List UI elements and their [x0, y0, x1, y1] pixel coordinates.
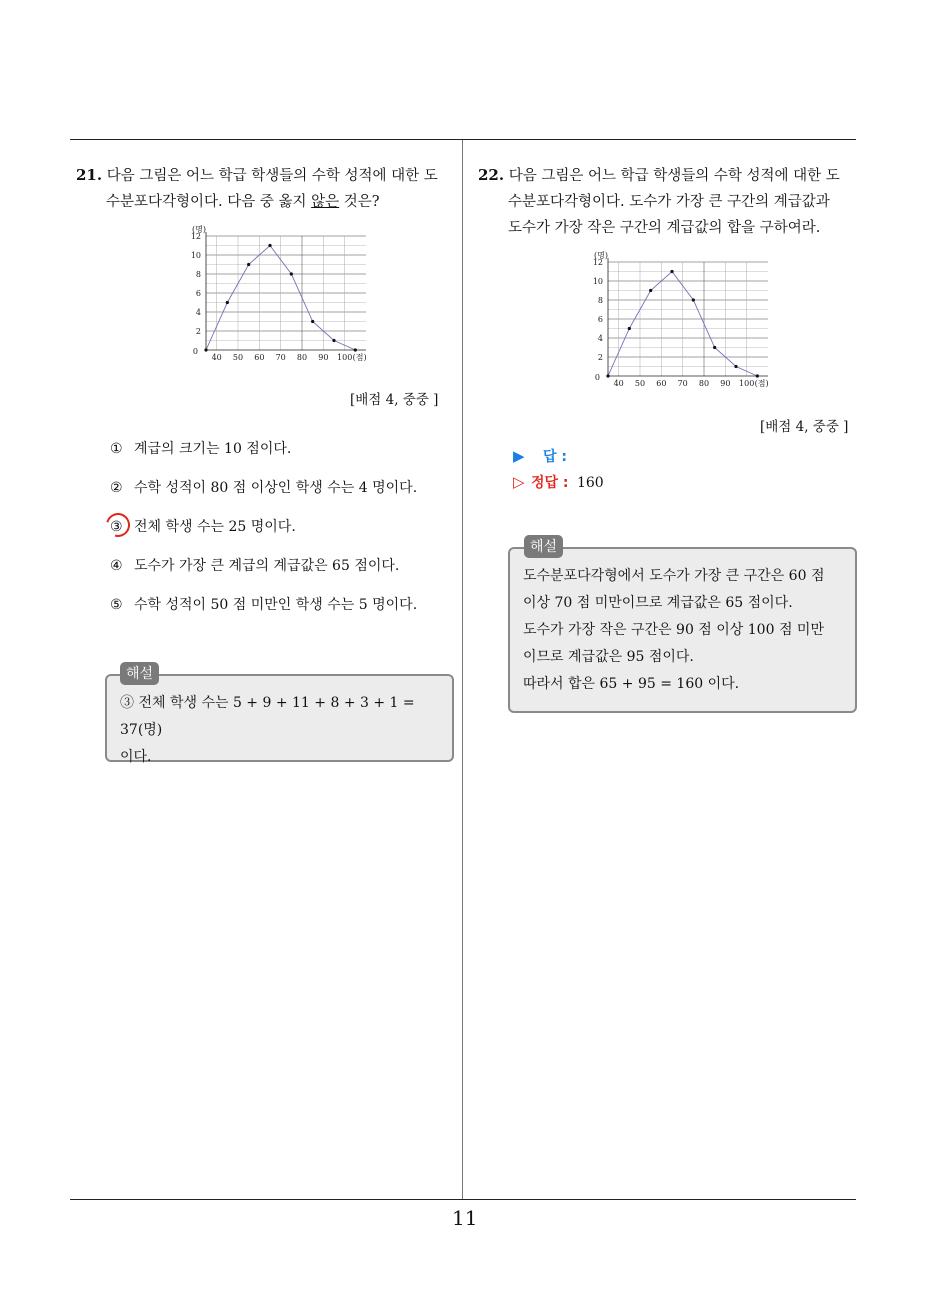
explanation-box-21: ③ 전체 학생 수는 5 + 9 + 11 + 8 + 3 + 1 = 37(명) 이다.: [105, 674, 454, 762]
y-tick-label: 12: [190, 232, 201, 241]
x-tick-label: 70: [677, 379, 688, 388]
correct-label: 정답 :: [531, 475, 569, 491]
data-point: [649, 289, 652, 292]
y-tick-label: 8: [195, 270, 201, 279]
chart-q21: [176, 222, 386, 372]
explanation-tag: 해설: [120, 662, 159, 685]
data-point: [226, 301, 229, 304]
origin-label: 0: [192, 347, 198, 356]
data-point: [628, 327, 631, 330]
question-21-line1: 21. 다음 그림은 어느 학급 학생들의 수학 성적에 대한 도: [76, 166, 438, 184]
bottom-rule: [70, 1199, 856, 1200]
data-point: [692, 298, 695, 301]
x-tick-label: 100: [739, 379, 755, 388]
choice-4[interactable]: ④ 도수가 가장 큰 계급의 계급값은 65 점이다.: [110, 558, 400, 574]
score-label: [배점 4, 중중 ]: [350, 392, 439, 408]
x-tick-label: 80: [698, 379, 710, 388]
x-tick-label: 40: [613, 379, 624, 388]
answer-label: 답 :: [543, 449, 567, 465]
choice-2[interactable]: ② 수학 성적이 80 점 이상인 학생 수는 4 명이다.: [110, 480, 418, 496]
x-tick-label: 100: [337, 353, 353, 362]
y-tick-label: 12: [592, 258, 603, 267]
question-number: 21.: [76, 166, 103, 184]
x-tick-label: 50: [634, 379, 646, 388]
question-22: 22. 다음 그림은 어느 학급 학생들의 수학 성적에 대한 도 수분포다각형이다. 도수가 가장 큰 구간의 계급값과 도수가 가장 작은 구간의 계급값의 합을 구하여라.: [478, 162, 863, 241]
question-number: 22.: [478, 166, 505, 184]
data-point: [713, 346, 716, 349]
x-tick-label: 60: [254, 353, 265, 362]
emphasis-underline: 않은: [311, 194, 340, 210]
top-rule: [70, 139, 856, 140]
data-point: [311, 320, 314, 323]
x-tick-label: 90: [720, 379, 731, 388]
data-point: [354, 348, 357, 351]
data-point: [756, 374, 759, 377]
column-divider: [462, 140, 463, 1200]
data-point: [734, 365, 737, 368]
data-point: [606, 374, 609, 377]
question-21-line2: 수분포다각형이다. 다음 중 옳지 않은 것은?: [106, 194, 380, 210]
data-point: [670, 270, 673, 273]
y-tick-label: 10: [592, 277, 603, 286]
x-tick-label: 80: [296, 353, 308, 362]
explanation-tag: 해설: [524, 535, 563, 558]
question-21: [76, 162, 461, 215]
correct-answer-row: [513, 472, 604, 492]
y-tick-label: 4: [195, 308, 201, 317]
y-axis-label: (명): [192, 225, 206, 234]
correct-value: 160: [576, 475, 604, 491]
chart-q22: [578, 248, 788, 398]
y-axis-label: (명): [594, 251, 608, 260]
x-tick-label: 40: [211, 353, 222, 362]
x-axis-label: (점): [352, 353, 367, 362]
score-label: [배점 4, 중중 ]: [760, 419, 849, 435]
x-tick-label: 50: [232, 353, 244, 362]
choice-3[interactable]: ③ 전체 학생 수는 25 명이다.: [110, 519, 296, 535]
x-tick-label: 60: [656, 379, 667, 388]
question-22-line1: 22. 다음 그림은 어느 학급 학생들의 수학 성적에 대한 도: [478, 166, 840, 184]
page-number: 11: [452, 1206, 478, 1230]
data-point: [290, 272, 293, 275]
x-axis-label: (점): [754, 379, 769, 388]
correct-answer-circle: [102, 509, 135, 542]
play-triangle-icon: ▶: [513, 447, 525, 465]
y-tick-label: 6: [195, 289, 201, 298]
choice-5[interactable]: ⑤ 수학 성적이 50 점 미만인 학생 수는 5 명이다.: [110, 597, 418, 613]
choice-1[interactable]: ① 계급의 크기는 10 점이다.: [110, 441, 292, 457]
origin-label: 0: [594, 373, 600, 382]
y-tick-label: 2: [597, 353, 603, 362]
y-tick-label: 4: [597, 334, 603, 343]
outline-triangle-icon: ▷: [513, 473, 525, 491]
data-point: [247, 263, 250, 266]
y-tick-label: 10: [190, 251, 201, 260]
y-tick-label: 8: [597, 296, 603, 305]
y-tick-label: 2: [195, 327, 201, 336]
answer-row: [513, 446, 567, 466]
explanation-box-22: 도수분포다각형에서 도수가 가장 큰 구간은 60 점 이상 70 점 미만이므로 계급값은 65 점이다. 도수가 가장 작은 구간은 90 점 이상 100 점 미만 이므로 계급값은 95 점이다. 따라서 합은 65 + 95 = 160 이다.: [508, 547, 857, 713]
x-tick-label: 70: [275, 353, 286, 362]
data-point: [332, 339, 335, 342]
data-point: [204, 348, 207, 351]
data-point: [268, 244, 271, 247]
x-tick-label: 90: [318, 353, 329, 362]
y-tick-label: 6: [597, 315, 603, 324]
